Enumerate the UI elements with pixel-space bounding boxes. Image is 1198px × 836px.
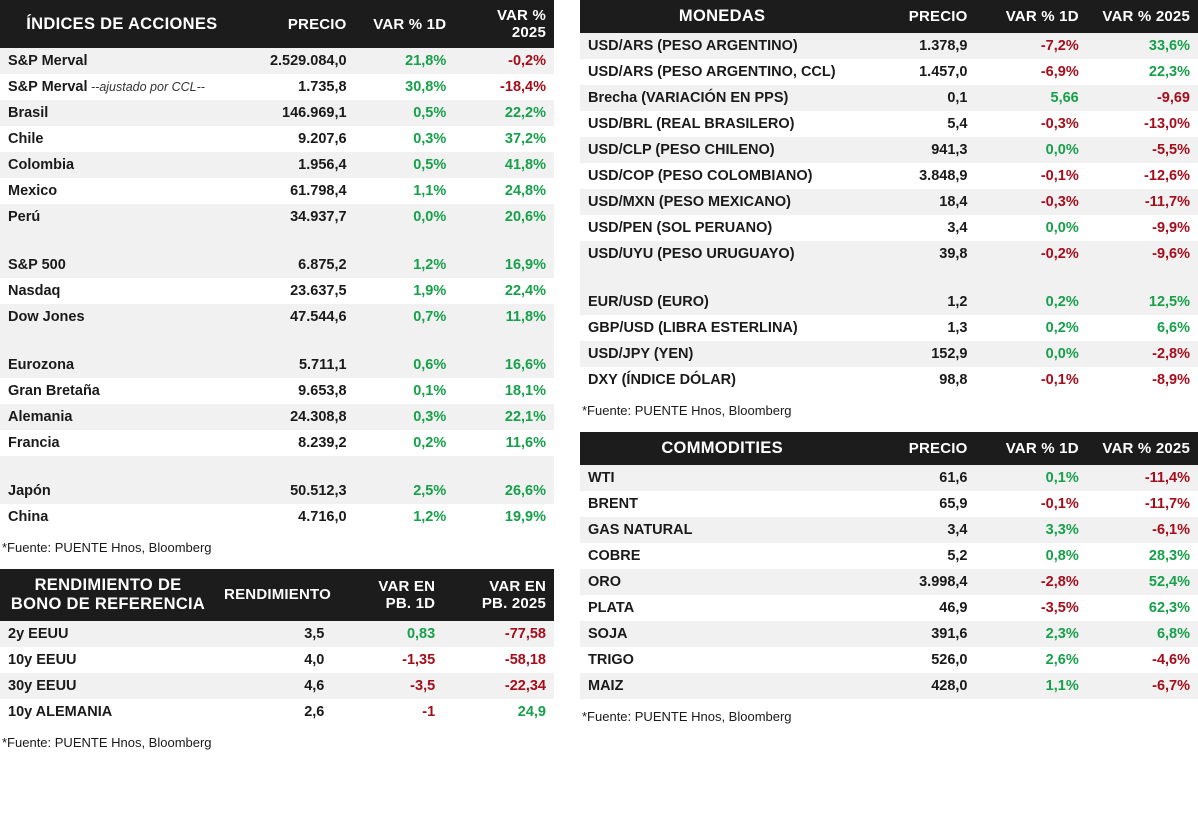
table-row xyxy=(580,491,1198,517)
row-var-1d: 0,2% xyxy=(976,315,1087,341)
row-var-1d: 0,0% xyxy=(976,341,1087,367)
table-row xyxy=(580,189,1198,215)
row-price: 1.457,0 xyxy=(864,59,975,85)
row-price: 9.653,8 xyxy=(244,378,355,404)
row-var-2025: 18,1% xyxy=(454,378,554,404)
table-row xyxy=(0,252,554,278)
row-var-2025: -58,18 xyxy=(443,647,554,673)
row-label: PLATA xyxy=(580,595,864,621)
header-var-1d: VAR % 1D xyxy=(976,432,1087,465)
row-var-2025: -77,58 xyxy=(443,621,554,647)
row-label: Perú xyxy=(0,204,244,230)
row-var-1d: -1,35 xyxy=(332,647,443,673)
row-label: EUR/USD (EURO) xyxy=(580,289,864,315)
row-var-2025: -22,34 xyxy=(443,673,554,699)
row-var-1d: 0,3% xyxy=(355,126,455,152)
row-price: 3.848,9 xyxy=(864,163,975,189)
row-label: S&P Merval --ajustado por CCL-- xyxy=(0,74,244,100)
row-var-1d: -0,1% xyxy=(976,367,1087,393)
row-var-1d: 0,3% xyxy=(355,404,455,430)
row-price: 526,0 xyxy=(864,647,975,673)
row-price: 5.711,1 xyxy=(244,352,355,378)
row-price: 4,0 xyxy=(216,647,332,673)
table-spacer-row xyxy=(0,230,554,252)
table-row xyxy=(580,163,1198,189)
row-var-1d: 2,6% xyxy=(976,647,1087,673)
row-label: 10y EEUU xyxy=(0,647,216,673)
table-row xyxy=(580,543,1198,569)
table-header-row xyxy=(0,569,554,621)
row-var-1d: 0,0% xyxy=(976,215,1087,241)
row-label: GBP/USD (LIBRA ESTERLINA) xyxy=(580,315,864,341)
left-column xyxy=(0,0,554,750)
row-var-2025: 41,8% xyxy=(454,152,554,178)
table-row xyxy=(0,48,554,74)
row-label: GAS NATURAL xyxy=(580,517,864,543)
row-price: 3,4 xyxy=(864,517,975,543)
row-price: 61,6 xyxy=(864,465,975,491)
row-price: 4.716,0 xyxy=(244,504,355,530)
row-price: 47.544,6 xyxy=(244,304,355,330)
row-label: Brasil xyxy=(0,100,244,126)
row-var-2025: 6,6% xyxy=(1087,315,1198,341)
row-var-2025: -9,69 xyxy=(1087,85,1198,111)
row-var-2025: -4,6% xyxy=(1087,647,1198,673)
row-label: 10y ALEMANIA xyxy=(0,699,216,725)
row-var-1d: 2,3% xyxy=(976,621,1087,647)
table-row xyxy=(0,152,554,178)
header-var-2025: VAR % 2025 xyxy=(1087,0,1198,33)
row-var-1d: -0,3% xyxy=(976,111,1087,137)
row-label: USD/ARS (PESO ARGENTINO) xyxy=(580,33,864,59)
currencies-body xyxy=(580,33,1198,393)
row-var-1d: 1,2% xyxy=(355,504,455,530)
row-price: 1.735,8 xyxy=(244,74,355,100)
row-var-2025: -6,1% xyxy=(1087,517,1198,543)
row-var-1d: 0,83 xyxy=(332,621,443,647)
table-row xyxy=(0,204,554,230)
row-var-2025: 24,8% xyxy=(454,178,554,204)
bond-yields-source: *Fuente: PUENTE Hnos, Bloomberg xyxy=(2,734,212,750)
row-var-1d: -3,5 xyxy=(332,673,443,699)
commodities-block xyxy=(580,432,1198,724)
header-commodities: COMMODITIES xyxy=(580,432,864,465)
table-spacer-row xyxy=(0,456,554,478)
row-price: 18,4 xyxy=(864,189,975,215)
row-label: Japón xyxy=(0,478,244,504)
commodities-table xyxy=(580,432,1198,699)
row-var-1d: 5,66 xyxy=(976,85,1087,111)
header-currencies: MONEDAS xyxy=(580,0,864,33)
table-row xyxy=(0,178,554,204)
table-row xyxy=(0,621,554,647)
row-price: 98,8 xyxy=(864,367,975,393)
row-var-2025: 62,3% xyxy=(1087,595,1198,621)
table-row xyxy=(580,241,1198,267)
table-row xyxy=(0,378,554,404)
header-var-pb-2025 xyxy=(443,569,554,621)
row-var-1d: 0,5% xyxy=(355,152,455,178)
row-price: 9.207,6 xyxy=(244,126,355,152)
row-var-2025: 6,8% xyxy=(1087,621,1198,647)
row-price: 61.798,4 xyxy=(244,178,355,204)
row-var-2025: -6,7% xyxy=(1087,673,1198,699)
row-var-2025: -9,6% xyxy=(1087,241,1198,267)
row-price: 65,9 xyxy=(864,491,975,517)
header-var-2025: VAR % 2025 xyxy=(454,0,554,48)
row-price: 23.637,5 xyxy=(244,278,355,304)
header-price: PRECIO xyxy=(864,432,975,465)
row-label: WTI xyxy=(580,465,864,491)
row-var-1d: -3,5% xyxy=(976,595,1087,621)
row-var-1d: -6,9% xyxy=(976,59,1087,85)
row-label: USD/ARS (PESO ARGENTINO, CCL) xyxy=(580,59,864,85)
table-row xyxy=(580,569,1198,595)
row-var-2025: 11,8% xyxy=(454,304,554,330)
row-var-2025: 11,6% xyxy=(454,430,554,456)
row-var-2025: 26,6% xyxy=(454,478,554,504)
header-var-1d: VAR % 1D xyxy=(355,0,455,48)
row-label: USD/UYU (PESO URUGUAYO) xyxy=(580,241,864,267)
header-var-pb-1d-line1: VAR EN xyxy=(378,577,436,595)
header-price: PRECIO xyxy=(864,0,975,33)
row-price: 152,9 xyxy=(864,341,975,367)
table-row xyxy=(580,111,1198,137)
row-var-2025: -11,7% xyxy=(1087,491,1198,517)
row-var-1d: 0,2% xyxy=(976,289,1087,315)
spacer-cell xyxy=(0,230,554,252)
row-var-2025: 16,6% xyxy=(454,352,554,378)
table-row xyxy=(580,465,1198,491)
row-var-1d: 0,6% xyxy=(355,352,455,378)
row-var-2025: -11,7% xyxy=(1087,189,1198,215)
bond-yields-body xyxy=(0,621,554,725)
table-row xyxy=(0,278,554,304)
spacer-cell xyxy=(580,267,1198,289)
table-row xyxy=(0,74,554,100)
row-var-1d: -2,8% xyxy=(976,569,1087,595)
row-var-1d: 1,1% xyxy=(976,673,1087,699)
row-price: 428,0 xyxy=(864,673,975,699)
row-var-1d: 1,2% xyxy=(355,252,455,278)
row-label: TRIGO xyxy=(580,647,864,673)
row-label: USD/COP (PESO COLOMBIANO) xyxy=(580,163,864,189)
row-var-1d: 30,8% xyxy=(355,74,455,100)
row-label: DXY (ÍNDICE DÓLAR) xyxy=(580,367,864,393)
row-label: COBRE xyxy=(580,543,864,569)
header-var-2025: VAR % 2025 xyxy=(1087,432,1198,465)
row-var-2025: -2,8% xyxy=(1087,341,1198,367)
row-var-1d: 3,3% xyxy=(976,517,1087,543)
row-var-1d: 0,8% xyxy=(976,543,1087,569)
table-row xyxy=(0,699,554,725)
table-header-row xyxy=(0,0,554,48)
row-var-2025: 22,1% xyxy=(454,404,554,430)
table-row xyxy=(580,367,1198,393)
row-label: MAIZ xyxy=(580,673,864,699)
equity-indices-source: *Fuente: PUENTE Hnos, Bloomberg xyxy=(2,540,212,555)
row-var-1d: 1,1% xyxy=(355,178,455,204)
spacer-cell xyxy=(0,330,554,352)
table-header-row xyxy=(580,432,1198,465)
table-row xyxy=(0,100,554,126)
table-row xyxy=(580,341,1198,367)
row-label: USD/CLP (PESO CHILENO) xyxy=(580,137,864,163)
row-var-1d: 0,5% xyxy=(355,100,455,126)
header-var-pb-2025-line2: PB. 2025 xyxy=(481,594,546,612)
table-spacer-row xyxy=(580,267,1198,289)
row-var-2025: 33,6% xyxy=(1087,33,1198,59)
equity-indices-body xyxy=(0,48,554,530)
row-price: 1,2 xyxy=(864,289,975,315)
row-label: Alemania xyxy=(0,404,244,430)
row-label: Chile xyxy=(0,126,244,152)
row-var-1d: 21,8% xyxy=(355,48,455,74)
header-bond-line2: BONO DE REFERENCIA xyxy=(10,594,206,613)
header-var-pb-1d-line2: PB. 1D xyxy=(385,594,436,612)
row-var-2025: 22,4% xyxy=(454,278,554,304)
commodities-body xyxy=(580,465,1198,699)
row-label: S&P 500 xyxy=(0,252,244,278)
row-label: Eurozona xyxy=(0,352,244,378)
row-label: Nasdaq xyxy=(0,278,244,304)
table-row xyxy=(580,289,1198,315)
row-label: Mexico xyxy=(0,178,244,204)
row-var-2025: 37,2% xyxy=(454,126,554,152)
row-label: Dow Jones xyxy=(0,304,244,330)
row-var-1d: -7,2% xyxy=(976,33,1087,59)
row-var-1d: -0,3% xyxy=(976,189,1087,215)
row-price: 0,1 xyxy=(864,85,975,111)
row-label: Colombia xyxy=(0,152,244,178)
row-var-1d: 0,7% xyxy=(355,304,455,330)
row-var-2025: -13,0% xyxy=(1087,111,1198,137)
row-price: 1.956,4 xyxy=(244,152,355,178)
row-var-2025: 19,9% xyxy=(454,504,554,530)
row-price: 24.308,8 xyxy=(244,404,355,430)
row-label-note: --ajustado por CCL-- xyxy=(87,80,205,94)
row-var-1d: 0,1% xyxy=(355,378,455,404)
table-header-row xyxy=(580,0,1198,33)
table-row xyxy=(0,352,554,378)
row-label: Francia xyxy=(0,430,244,456)
commodities-source: *Fuente: PUENTE Hnos, Bloomberg xyxy=(582,709,792,724)
table-row xyxy=(580,647,1198,673)
row-price: 50.512,3 xyxy=(244,478,355,504)
row-label: 2y EEUU xyxy=(0,621,216,647)
row-var-1d: 0,2% xyxy=(355,430,455,456)
row-var-2025: 24,9 xyxy=(443,699,554,725)
row-var-1d: -1 xyxy=(332,699,443,725)
row-var-1d: -0,1% xyxy=(976,491,1087,517)
table-row xyxy=(580,85,1198,111)
table-row xyxy=(580,215,1198,241)
row-price: 146.969,1 xyxy=(244,100,355,126)
table-row xyxy=(580,137,1198,163)
table-row xyxy=(580,673,1198,699)
row-var-2025: 22,3% xyxy=(1087,59,1198,85)
header-yield: RENDIMIENTO xyxy=(216,569,332,621)
spacer-cell xyxy=(0,456,554,478)
row-price: 2,6 xyxy=(216,699,332,725)
currencies-source: *Fuente: PUENTE Hnos, Bloomberg xyxy=(582,403,792,418)
table-row xyxy=(0,673,554,699)
table-row xyxy=(0,430,554,456)
row-label: USD/MXN (PESO MEXICANO) xyxy=(580,189,864,215)
row-price: 34.937,7 xyxy=(244,204,355,230)
row-var-1d: 0,0% xyxy=(355,204,455,230)
row-price: 1,3 xyxy=(864,315,975,341)
row-label: USD/PEN (SOL PERUANO) xyxy=(580,215,864,241)
equity-indices-table xyxy=(0,0,554,530)
row-price: 3.998,4 xyxy=(864,569,975,595)
row-var-1d: -0,1% xyxy=(976,163,1087,189)
row-label: Gran Bretaña xyxy=(0,378,244,404)
row-price: 39,8 xyxy=(864,241,975,267)
header-var-pb-1d xyxy=(332,569,443,621)
row-var-2025: -12,6% xyxy=(1087,163,1198,189)
table-row xyxy=(0,304,554,330)
row-label: China xyxy=(0,504,244,530)
row-price: 5,2 xyxy=(864,543,975,569)
row-price: 8.239,2 xyxy=(244,430,355,456)
row-var-2025: -18,4% xyxy=(454,74,554,100)
row-label: SOJA xyxy=(580,621,864,647)
bond-yields-table xyxy=(0,569,554,725)
row-price: 3,5 xyxy=(216,621,332,647)
table-row xyxy=(580,315,1198,341)
bonds-block xyxy=(0,569,554,750)
header-price: PRECIO xyxy=(244,0,355,48)
row-var-2025: 12,5% xyxy=(1087,289,1198,315)
row-label: BRENT xyxy=(580,491,864,517)
row-var-2025: -5,5% xyxy=(1087,137,1198,163)
row-var-2025: 28,3% xyxy=(1087,543,1198,569)
row-price: 5,4 xyxy=(864,111,975,137)
row-price: 2.529.084,0 xyxy=(244,48,355,74)
row-var-2025: 16,9% xyxy=(454,252,554,278)
table-row xyxy=(0,478,554,504)
row-price: 941,3 xyxy=(864,137,975,163)
table-row xyxy=(0,647,554,673)
header-var-1d: VAR % 1D xyxy=(976,0,1087,33)
row-var-1d: -0,2% xyxy=(976,241,1087,267)
row-price: 1.378,9 xyxy=(864,33,975,59)
currencies-table xyxy=(580,0,1198,393)
row-var-1d: 2,5% xyxy=(355,478,455,504)
table-spacer-row xyxy=(0,330,554,352)
table-row xyxy=(580,621,1198,647)
table-row xyxy=(580,517,1198,543)
table-row xyxy=(580,595,1198,621)
row-var-1d: 0,1% xyxy=(976,465,1087,491)
row-label: 30y EEUU xyxy=(0,673,216,699)
header-bond-line1: RENDIMIENTO DE xyxy=(34,576,182,594)
row-var-2025: 52,4% xyxy=(1087,569,1198,595)
table-row xyxy=(580,59,1198,85)
table-row xyxy=(0,126,554,152)
row-price: 391,6 xyxy=(864,621,975,647)
row-label: Brecha (VARIACIÓN EN PPS) xyxy=(580,85,864,111)
row-price: 3,4 xyxy=(864,215,975,241)
row-label: USD/BRL (REAL BRASILERO) xyxy=(580,111,864,137)
row-price: 4,6 xyxy=(216,673,332,699)
right-column xyxy=(580,0,1198,724)
table-row xyxy=(0,504,554,530)
row-var-2025: -0,2% xyxy=(454,48,554,74)
row-price: 46,9 xyxy=(864,595,975,621)
table-row xyxy=(0,404,554,430)
table-row xyxy=(580,33,1198,59)
row-var-1d: 0,0% xyxy=(976,137,1087,163)
header-var-pb-2025-line1: VAR EN xyxy=(489,577,546,595)
header-equity-indices: ÍNDICES DE ACCIONES xyxy=(0,0,244,48)
row-label: ORO xyxy=(580,569,864,595)
row-var-1d: 1,9% xyxy=(355,278,455,304)
row-var-2025: -8,9% xyxy=(1087,367,1198,393)
row-var-2025: 22,2% xyxy=(454,100,554,126)
row-price: 6.875,2 xyxy=(244,252,355,278)
row-label: S&P Merval xyxy=(0,48,244,74)
header-bond-reference xyxy=(0,569,216,621)
row-var-2025: -11,4% xyxy=(1087,465,1198,491)
row-var-2025: 20,6% xyxy=(454,204,554,230)
row-var-2025: -9,9% xyxy=(1087,215,1198,241)
row-label: USD/JPY (YEN) xyxy=(580,341,864,367)
